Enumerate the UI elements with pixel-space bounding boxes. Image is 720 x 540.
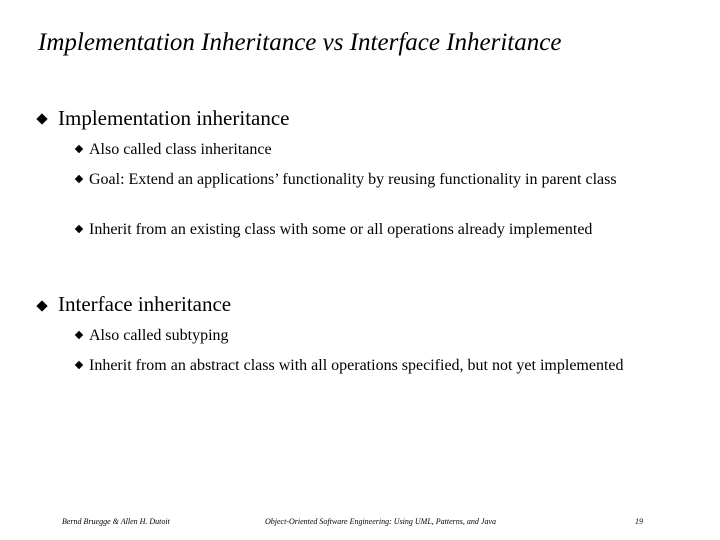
footer-authors: Bernd Bruegge & Allen H. Dutoit — [62, 517, 170, 526]
list-item: Inherit from an existing class with some or all operations already implemented — [89, 221, 593, 238]
footer-page-number: 19 — [635, 517, 643, 526]
bullet-diamond-icon — [36, 113, 47, 124]
footer-book-title: Object-Oriented Software Engineering: Using UML, Patterns, and Java — [265, 517, 496, 526]
list-item: Inherit from an abstract class with all operations specified, but not yet implemented — [89, 357, 624, 374]
section-heading-interface: Interface inheritance — [58, 292, 232, 316]
slide-title: Implementation Inheritance vs Interface Inheritance — [38, 29, 562, 56]
section-heading-implementation: Implementation inheritance — [58, 106, 290, 130]
bullet-diamond-icon — [75, 331, 83, 339]
list-item: Also called subtyping — [89, 327, 229, 344]
list-item: Goal: Extend an applications’ functionality by reusing functionality in parent class — [89, 171, 617, 188]
bullet-diamond-icon — [36, 300, 47, 311]
bullet-diamond-icon — [75, 145, 83, 153]
list-item: Also called class inheritance — [89, 141, 272, 158]
bullet-diamond-icon — [75, 361, 83, 369]
bullet-diamond-icon — [75, 225, 83, 233]
bullet-diamond-icon — [75, 175, 83, 183]
